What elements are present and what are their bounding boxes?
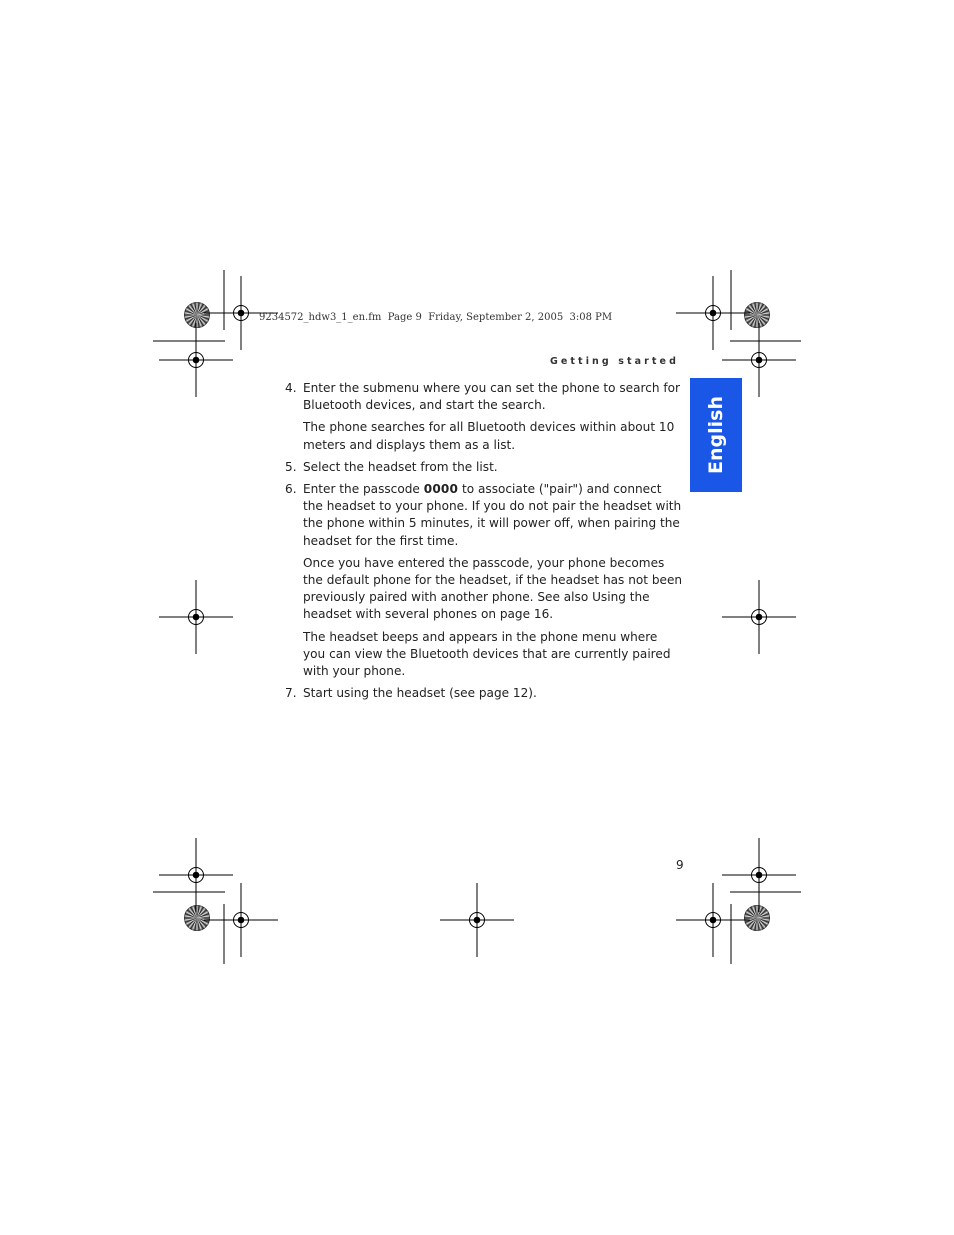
step-number: 5.	[285, 459, 297, 474]
registration-target-dot	[756, 614, 763, 621]
step-6	[285, 481, 683, 550]
step-note: The headset beeps and appears in the phone menu where you can view the Bluetooth devices that are currently paired with your phone.	[303, 629, 671, 679]
registration-target-dot	[193, 357, 200, 364]
color-starburst-mark	[185, 303, 210, 328]
step-note: Once you have entered the passcode, your phone becomes the default phone for the headset, if the headset has not been previously paired with another phone. See also Using the headset with several phones on page 16.	[303, 555, 683, 622]
step-note: The phone searches for all Bluetooth devices within about 10 meters and displays them as a list.	[303, 420, 675, 452]
language-tab	[690, 378, 742, 492]
registration-target-dot	[710, 310, 717, 317]
step-number: 6.	[285, 482, 297, 497]
step-text: Start using the headset (see page 12).	[303, 686, 537, 701]
registration-target-dot	[756, 357, 763, 364]
running-header: Getting started	[549, 356, 679, 367]
instruction-list	[285, 380, 683, 707]
language-tab-label: English	[705, 396, 727, 474]
color-starburst-mark	[745, 906, 770, 931]
registration-target-dot	[193, 872, 200, 879]
step-text: Enter the submenu where you can set the phone to search for Bluetooth devices, and start the search.	[303, 381, 680, 413]
page-number: 9	[676, 858, 684, 872]
step-7	[285, 685, 683, 702]
registration-target-dot	[238, 310, 245, 317]
registration-target-dot	[238, 917, 245, 924]
color-starburst-mark	[185, 906, 210, 931]
registration-target-dot	[710, 917, 717, 924]
passcode: 0000	[423, 482, 459, 497]
registration-target-dot	[756, 872, 763, 879]
registration-target-dot	[193, 614, 200, 621]
step-text	[303, 481, 683, 550]
registration-target-dot	[474, 917, 481, 924]
step-4	[285, 380, 683, 414]
step-text: Select the headset from the list.	[303, 459, 498, 474]
file-info-line: 9234572_hdw3_1_en.fm Page 9 Friday, September 2, 2005 3:08 PM	[259, 312, 613, 323]
step-text-after: to associate ("pair") and connect the headset to your phone. If you do not pair the headset with the phone within 5 minutes, it will power off, when pairing the headset for the first time.	[303, 482, 682, 548]
color-starburst-mark	[745, 303, 770, 328]
step-5	[285, 459, 683, 476]
step-number: 7.	[285, 686, 297, 701]
step-number: 4.	[285, 381, 297, 395]
step-text-before: Enter the passcode	[303, 482, 424, 497]
